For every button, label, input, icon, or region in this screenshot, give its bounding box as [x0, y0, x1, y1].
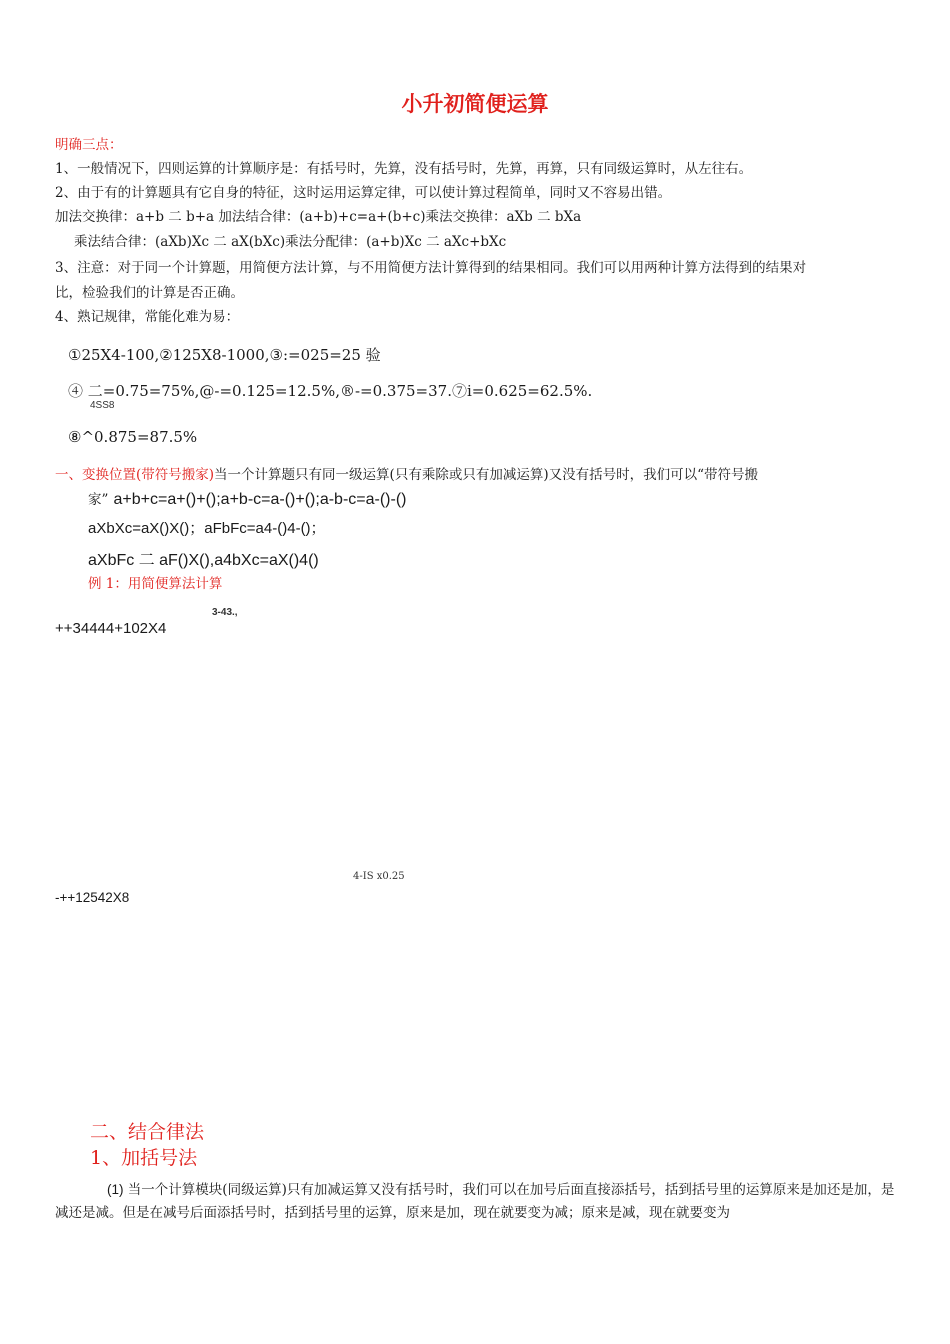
- section2-para-a: 当一个计算模块(同级运算)只有加减运算又没有括号时，我们可以在加号后面直接添括号，括到括号里的运算原来是: [127, 1182, 814, 1198]
- rule-line-2: ④ 二=0.75=75%,@-=0.125=12.5%,®-=0.375=37.⑦i=0.625=62.5%.: [68, 382, 593, 400]
- example-2-expr: -++12542X8: [55, 890, 130, 905]
- section1-line1: [55, 466, 758, 484]
- section1-line2-prefix: 家”: [88, 492, 109, 508]
- example-1-label: 例 1：用简便算法计算: [88, 576, 223, 592]
- formula-add: a+b+c=a+()+();a+b-c=a-()+();a-b-c=a-()-(): [113, 491, 407, 508]
- intro-heading: 明确三点：: [55, 137, 123, 153]
- rule-line-1: ①25X4-100,②125X8-1000,③:=025=25 验: [68, 346, 381, 364]
- rule-line-3: ⑧^0.875=87.5%: [68, 428, 198, 446]
- intro-point-1: 1、一般情况下，四则运算的计算顺序是：有括号时，先算，没有括号时，先算，再算，只有同级运算时，从左往右。: [55, 161, 753, 177]
- section2-heading: 二、结合律法: [90, 1121, 205, 1143]
- intro-point-2: 2、由于有的计算题具有它自身的特征，这时运用运算定律，可以使计算过程简单，同时又不容易出错。: [55, 185, 672, 201]
- section1-line2: [88, 489, 406, 509]
- section2-para-label: (1): [107, 1182, 124, 1197]
- laws-line-2: 乘法结合律：(aXb)Xc 二 aX(bXc)乘法分配律：(a+b)Xc 二 aXc+bXc: [74, 234, 507, 250]
- laws-line-1: 加法交换律：a+b 二 b+a 加法结合律：(a+b)+c=a+(b+c)乘法交换律：aXb 二 bXa: [55, 209, 582, 225]
- rule-line-2-sub: 4SS8: [90, 400, 115, 411]
- intro-point-3: 3、注意：对于同一个计算题，用简便方法计算，与不用简便方法计算得到的结果相同。我们可以用两种计算方法得到的结果对: [55, 260, 807, 276]
- section1-heading: 一、变换位置(带符号搬家): [55, 467, 215, 483]
- example-1-small: 3-43.,: [212, 607, 238, 618]
- section1-text: 当一个计算题只有同一级运算(只有乘除或只有加减运算)又没有括号时，我们可以“带符号搬: [214, 467, 758, 483]
- section2-paragraph: [55, 1178, 897, 1225]
- formula-mul: aXbXc=aX()X()；aFbFc=a4-()4-()；: [88, 520, 326, 537]
- intro-point-4: 4、熟记规律，常能化难为易：: [55, 309, 240, 325]
- formula-mix: aXbFc 二 aF()X(),a4bXc=aX()4(): [88, 552, 319, 569]
- section2-para-b: 加还是加，是减还是减。但是在减号后面添括号时，括到括号里的运算，原来是加，现在就要变为减；原来是减，现在就要变为: [55, 1182, 895, 1221]
- section2-sub: 1、加括号法: [90, 1147, 198, 1169]
- page-title: 小升初简便运算: [401, 92, 549, 116]
- example-2-small: 4-IS x0.25: [353, 871, 405, 882]
- intro-point-3-cont: 比，检验我们的计算是否正确。: [55, 285, 244, 301]
- example-1-expr: ++34444+102X4: [55, 620, 167, 637]
